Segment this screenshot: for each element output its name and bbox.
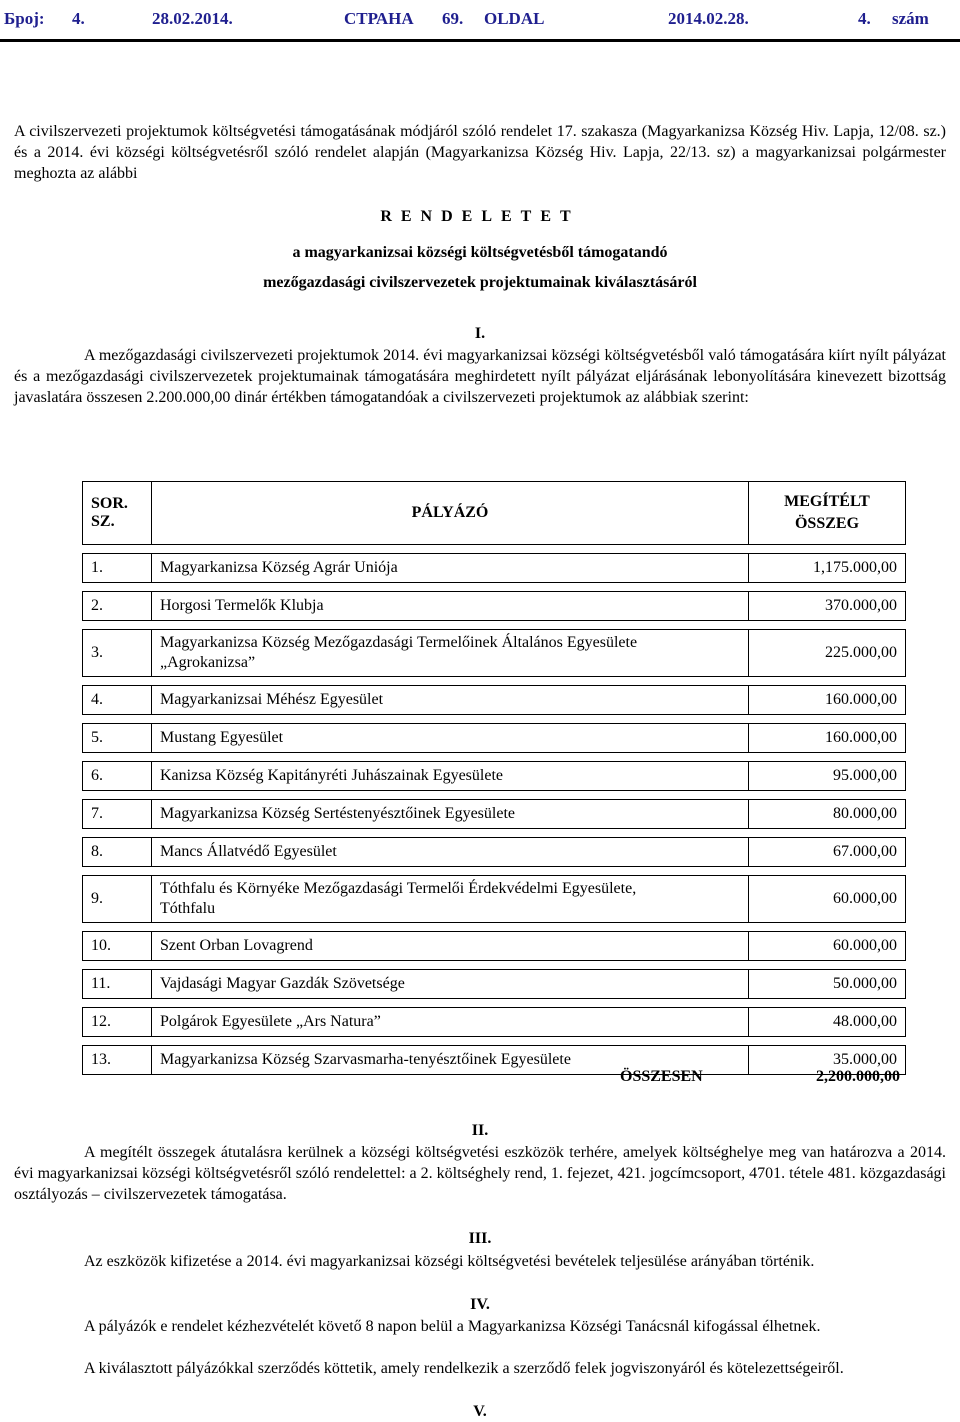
amount-cell: 160.000,00 <box>749 686 906 715</box>
table-row <box>83 932 906 961</box>
table-row <box>83 762 906 791</box>
applicant-name: Magyarkanizsai Méhész Egyesület <box>160 691 384 708</box>
header-broj-label: Број: <box>4 9 45 28</box>
header-amount <box>749 482 906 545</box>
table-row <box>83 686 906 715</box>
applicant-cell <box>152 838 749 867</box>
amount-cell: 67.000,00 <box>749 838 906 867</box>
table-row-spacer <box>83 829 906 838</box>
applicant-cell <box>152 800 749 829</box>
row-number: 6. <box>83 762 152 791</box>
table-row <box>83 1046 906 1075</box>
header-issue-number-hu: 4. <box>858 9 871 28</box>
applicant-name: Horgosi Termelők Klubja <box>160 597 324 614</box>
spacer-cell <box>83 961 906 970</box>
applicant-cell <box>152 1008 749 1037</box>
table-header-row <box>83 482 906 545</box>
applicant-name-line2: „Agrokanizsa” <box>160 654 256 671</box>
applicant-name-line2: Tóthfalu <box>160 900 216 917</box>
header-amount-line2: ÖSSZEG <box>794 515 860 532</box>
table-row <box>83 554 906 583</box>
amount-cell: 50.000,00 <box>749 970 906 999</box>
document-title: RENDELETET <box>380 208 580 225</box>
amount-cell: 60.000,00 <box>749 932 906 961</box>
table-row-spacer <box>83 753 906 762</box>
amount-cell: 160.000,00 <box>749 724 906 753</box>
table-row-spacer <box>83 677 906 686</box>
spacer-cell <box>83 621 906 630</box>
applicant-name: Magyarkanizsa Község Mezőgazdasági Termelőinek Általános Egyesülete <box>160 634 638 651</box>
applicant-name: Mustang Egyesület <box>160 729 284 746</box>
table-row-spacer <box>83 923 906 932</box>
row-number: 2. <box>83 592 152 621</box>
amount-cell: 225.000,00 <box>749 630 906 677</box>
row-number: 4. <box>83 686 152 715</box>
applicant-cell <box>152 970 749 999</box>
intro-paragraph: A civilszervezeti projektumok költségvetési támogatásának módjáról szóló rendelet 17. szakasza (Magyarkanizsa Község Hiv. Lapja, 12/08. sz.) és a 2014. évi községi költségvetésről szóló rendelet alapján (Magyarkanizsa Község Hiv. Lapja, 22/13. sz) a magyarkanizsai polgármester meghozta az alábbi <box>14 123 946 182</box>
section-4-numeral: IV. <box>470 1296 490 1313</box>
total-label: ÖSSZESEN <box>620 1068 703 1085</box>
table-row <box>83 970 906 999</box>
spacer-cell <box>83 829 906 838</box>
spacer-cell <box>83 867 906 876</box>
row-number: 12. <box>83 1008 152 1037</box>
header-date-hungarian: 2014.02.28. <box>668 9 749 28</box>
table-row <box>83 1008 906 1037</box>
table-row-spacer <box>83 715 906 724</box>
row-number: 5. <box>83 724 152 753</box>
amount-cell: 35.000,00 <box>749 1046 906 1075</box>
applicant-cell <box>152 592 749 621</box>
header-applicant: PÁLYÁZÓ <box>152 482 749 545</box>
row-number: 7. <box>83 800 152 829</box>
table-row-spacer <box>83 867 906 876</box>
table-row-spacer <box>83 999 906 1008</box>
table-row <box>83 838 906 867</box>
header-oldal-label: OLDAL <box>484 9 545 28</box>
row-number: 13. <box>83 1046 152 1075</box>
amount-cell: 1,175.000,00 <box>749 554 906 583</box>
amount-cell: 48.000,00 <box>749 1008 906 1037</box>
title-subline-2: mezőgazdasági civilszervezetek projektumainak kiválasztásáról <box>263 274 697 291</box>
table-row <box>83 630 906 677</box>
header-strana-label: СТРАНА <box>344 9 414 28</box>
section-2-numeral: II. <box>471 1122 489 1139</box>
spacer-cell <box>83 545 906 554</box>
projects-table <box>82 481 906 1075</box>
applicant-cell <box>152 686 749 715</box>
row-number: 1. <box>83 554 152 583</box>
spacer-cell <box>83 753 906 762</box>
section-3-numeral: III. <box>468 1230 492 1247</box>
spacer-cell <box>83 715 906 724</box>
header-szam-label: szám <box>892 9 929 28</box>
spacer-cell <box>83 923 906 932</box>
table-row-spacer <box>83 961 906 970</box>
amount-cell: 95.000,00 <box>749 762 906 791</box>
table-row-spacer <box>83 545 906 554</box>
table-row-spacer <box>83 583 906 592</box>
applicant-name: Magyarkanizsa Község Agrár Uniója <box>160 559 398 576</box>
section-4-text-1: A pályázók e rendelet kézhezvételét követő 8 napon belül a Magyarkanizsa Községi Tanácsnál kifogással élhetnek. <box>84 1318 821 1335</box>
table-row-spacer <box>83 1037 906 1046</box>
amount-cell: 370.000,00 <box>749 592 906 621</box>
header-page-number: 69. <box>442 9 464 28</box>
applicant-name: Tóthfalu és Környéke Mezőgazdasági Termelői Érdekvédelmi Egyesülete, <box>160 880 637 897</box>
total-amount: 2,200.000,00 <box>816 1068 900 1085</box>
row-number: 10. <box>83 932 152 961</box>
row-number: 9. <box>83 876 152 923</box>
applicant-cell <box>152 724 749 753</box>
applicant-name: Magyarkanizsa Község Sertéstenyésztőinek Egyesülete <box>160 805 515 822</box>
section-5-numeral: V. <box>473 1403 487 1420</box>
applicant-name: Szent Orban Lovagrend <box>160 937 313 954</box>
row-number: 8. <box>83 838 152 867</box>
spacer-cell <box>83 1037 906 1046</box>
header-row-number: SOR. SZ. <box>83 482 152 545</box>
amount-cell: 60.000,00 <box>749 876 906 923</box>
spacer-cell <box>83 791 906 800</box>
section-1-numeral: I. <box>474 325 486 342</box>
applicant-cell <box>152 876 749 923</box>
table-row-spacer <box>83 791 906 800</box>
page-header <box>0 0 960 42</box>
table-row <box>83 592 906 621</box>
applicant-name: Polgárok Egyesülete „Ars Natura” <box>160 1013 381 1030</box>
applicant-cell <box>152 554 749 583</box>
table-row <box>83 800 906 829</box>
section-2-text: A megítélt összegek átutalásra kerülnek a községi költségvetési eszközök terhére, amelyek költséghelye meg van határozva a 2014. évi magyarkanizsai községi költségvetésről szóló rendelettel: a 2. költséghely rend, 1. fejezet, 421. jogcímcsoport, 4701. tétele 481. közgazdasági osztályozás – civilszervezetek támogatása. <box>14 1144 946 1203</box>
row-number: 3. <box>83 630 152 677</box>
section-3-text: Az eszközök kifizetése a 2014. évi magyarkanizsai községi költségvetési bevételek teljesülése arányában történik. <box>84 1253 815 1270</box>
header-date-serbian: 28.02.2014. <box>152 9 233 28</box>
applicant-cell <box>152 630 749 677</box>
header-amount-line1: MEGÍTÉLT <box>784 493 870 510</box>
spacer-cell <box>83 583 906 592</box>
header-issue-number: 4. <box>72 9 85 28</box>
applicant-cell <box>152 932 749 961</box>
amount-cell: 80.000,00 <box>749 800 906 829</box>
section-1-text: A mezőgazdasági civilszervezeti projektumok 2014. évi magyarkanizsai községi költségvetésből való támogatására kiírt nyílt pályázat és a mezőgazdasági civilszervezetek projektumainak támogatására meghirdetett nyílt pályázat eljárásának lebonyolítására kinevezett bizottság javaslatára összesen 2.200.000,00 dinár értékben támogatandóak a civilszervezeti projektumok az alábbiak szerint: <box>14 347 946 406</box>
applicant-name: Magyarkanizsa Község Szarvasmarha-tenyésztőinek Egyesülete <box>160 1051 571 1068</box>
applicant-name: Kanizsa Község Kapitányréti Juhászainak Egyesülete <box>160 767 503 784</box>
applicant-name: Mancs Állatvédő Egyesület <box>160 843 337 860</box>
section-4-text-2: A kiválasztott pályázókkal szerződés köttetik, amely rendelkezik a szerződő felek jogviszonyáról és kötelezettségeiről. <box>84 1360 844 1377</box>
spacer-cell <box>83 677 906 686</box>
applicant-cell <box>152 762 749 791</box>
applicant-name: Vajdasági Magyar Gazdák Szövetsége <box>160 975 405 992</box>
title-subline-1: a magyarkanizsai községi költségvetésből támogatandó <box>292 244 668 261</box>
row-number: 11. <box>83 970 152 999</box>
table-row <box>83 876 906 923</box>
spacer-cell <box>83 999 906 1008</box>
table-row <box>83 724 906 753</box>
table-row-spacer <box>83 621 906 630</box>
